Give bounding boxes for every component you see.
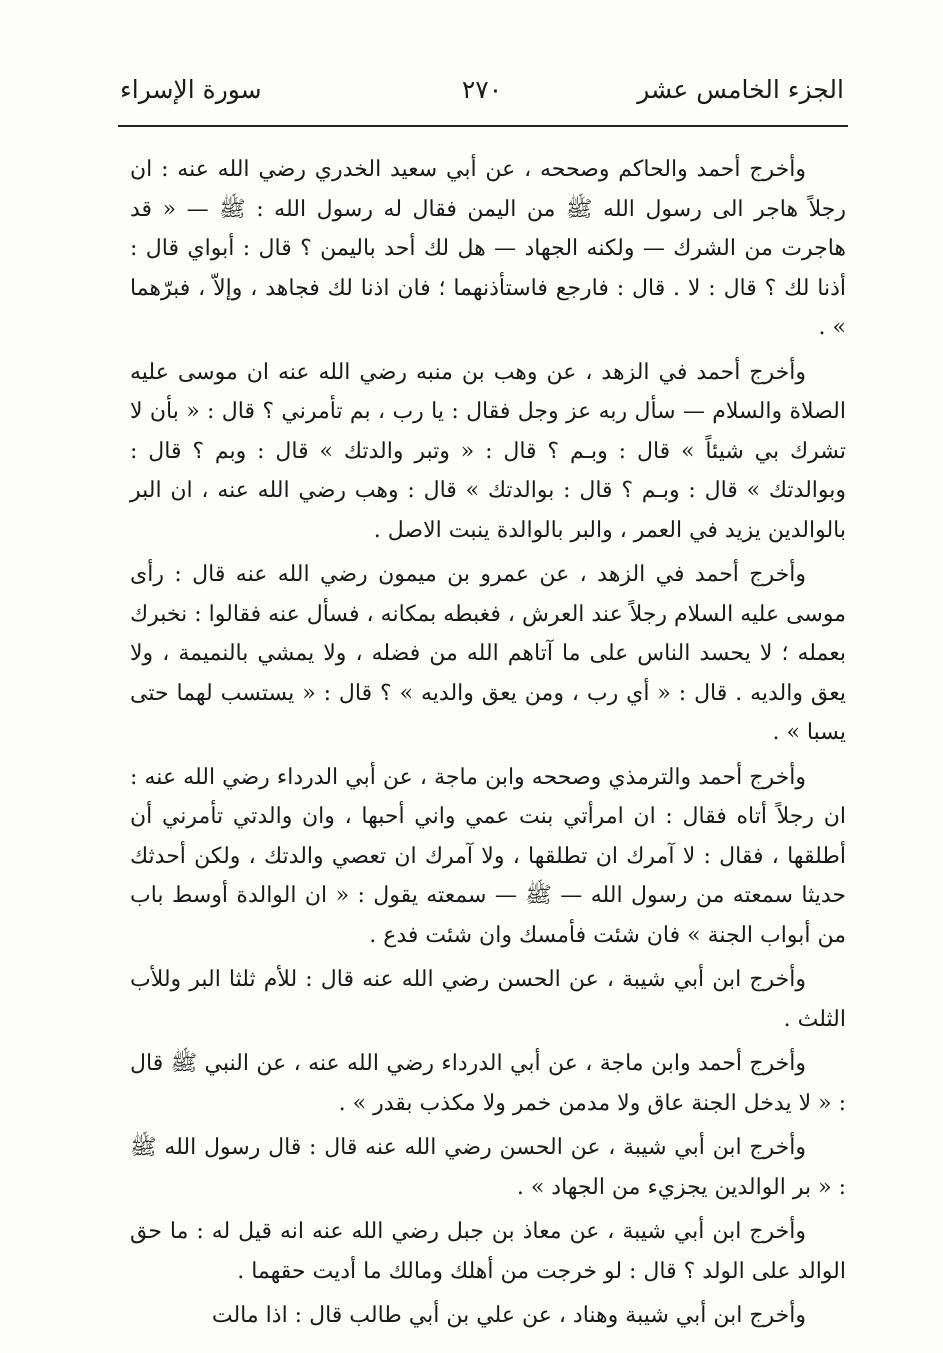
surah-title: سورة الإسراء xyxy=(120,75,262,104)
page-number: ٢٧٠ xyxy=(461,75,503,104)
paragraph: وأخرج ابن أبي شيبة ، عن الحسن رضي الله عنه قال : قال رسول الله ﷺ : « بر الوالدين يجزيء من الجهاد » . xyxy=(130,1135,846,1200)
paragraph: وأخرج أحمد والترمذي وصححه وابن ماجة ، عن أبي الدرداء رضي الله عنه : ان رجلاً أتاه فقال : ان امرأتي بنت عمي واني أحبها ، وان والدتي تأمرني أن أطلقها ، فقال : لا آمرك ان تطلقها ، ولا آمرك ان تعصي والدتك ، ولكن أحدثك حديثا سمعته من رسول الله — ﷺ — سمعته يقول : « ان الوالدة أوسط باب من أبواب الجنة » فان شئت فأمسك وان شئت فدع . xyxy=(130,764,846,948)
paragraph: وأخرج أحمد وابن ماجة ، عن أبي الدرداء رضي الله عنه ، عن النبي ﷺ قال : « لا يدخل الجنة عاق ولا مدمن خمر ولا مكذب بقدر » . xyxy=(130,1051,846,1116)
paragraph: وأخرج أحمد في الزهد ، عن وهب بن منبه رضي الله عنه ان موسى عليه الصلاة والسلام — سأل ربه عز وجل فقال : يا رب ، بم تأمرني ؟ قال : « بأن لا تشرك بي شيئاً » قال : وبـم ؟ قال : « وتبر والدتك » قال : وبم ؟ قال : وبوالدتك » قال : وبـم ؟ قال : بوالدتك » قال : وهب رضي الله عنه ، ان البر بالوالدين يزيد في العمر ، والبر بالوالدة ينبت الاصل . xyxy=(130,359,846,543)
paragraph: وأخرج ابن أبي شيبة وهناد ، عن علي بن أبي طالب قال : اذا مالت xyxy=(211,1303,806,1328)
paragraph: وأخرج ابن أبي شيبة ، عن معاذ بن جبل رضي الله عنه انه قيل له : ما حق الوالد على الولد ؟ قال : لو خرجت من أهلك ومالك ما أديت حقهما . xyxy=(130,1219,846,1284)
page-header xyxy=(120,72,844,112)
paragraph: وأخرج ابن أبي شيبة ، عن الحسن رضي الله عنه قال : للأم ثلثا البر وللأب الثلث . xyxy=(130,967,846,1032)
part-title: الجزء الخامس عشر xyxy=(637,75,844,104)
header-divider xyxy=(118,125,848,127)
page-body xyxy=(130,150,846,1336)
paragraph: وأخرج أحمد والحاكم وصححه ، عن أبي سعيد الخدري رضي الله عنه : ان رجلاً هاجر الى رسول الله ﷺ من اليمن فقال له رسول الله : ﷺ — « قد هاجرت من الشرك — ولكنه الجهاد — هل لك أحد باليمن ؟ قال : أبواي قال : أذنا لك ؟ قال : لا . قال : فارجع فاستأذنهما ؛ فان اذنا لك فجاهد ، وإلاّ ، فبرّهما » . xyxy=(130,157,846,340)
paragraph: وأخرج أحمد في الزهد ، عن عمرو بن ميمون رضي الله عنه قال : رأى موسى عليه السلام رجلاً عند العرش ، فغبطه بمكانه ، فسأل عنه فقالوا : نخبرك بعمله ؛ لا يحسد الناس على ما آتاهم الله من فضله ، ولا يمشي بالنميمة ، ولا يعق والديه . قال : « أي رب ، ومن يعق والديه » ؟ قال : « يستسب لهما حتى يسبا » . xyxy=(130,562,846,745)
